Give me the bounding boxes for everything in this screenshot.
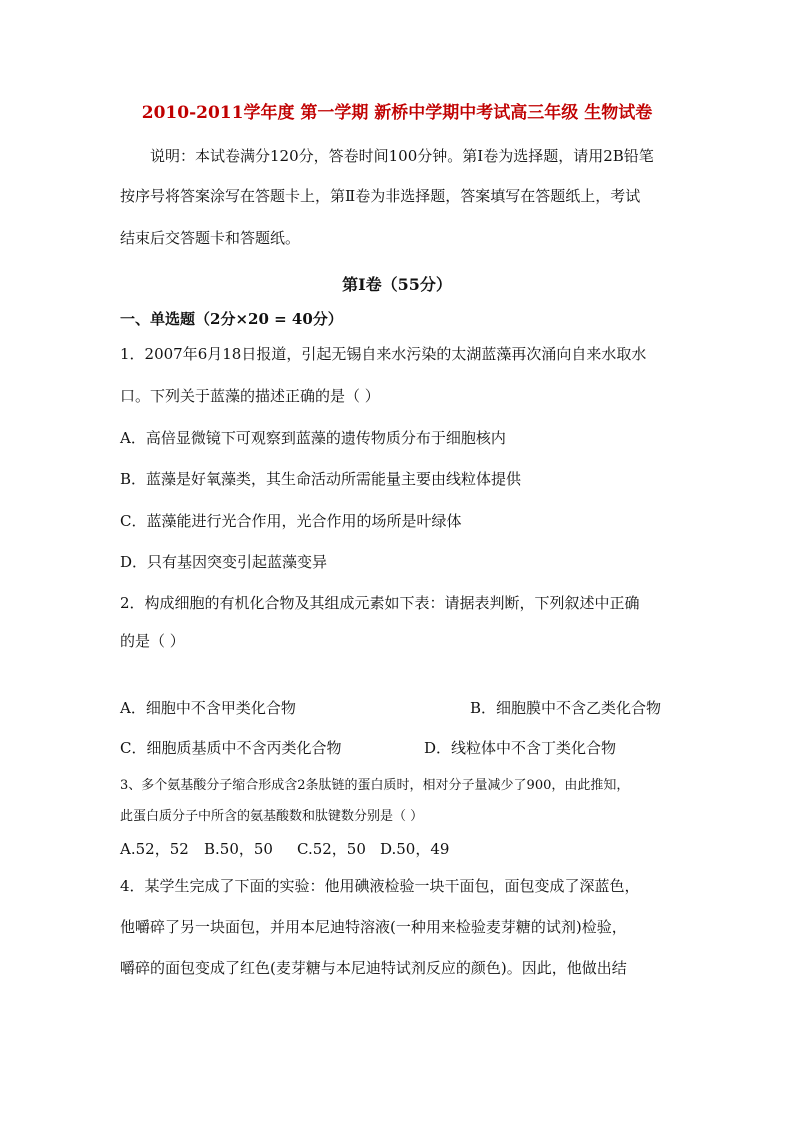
q1-option-c: C．蓝藻能进行光合作用，光合作用的场所是叶绿体 bbox=[120, 512, 462, 530]
section1-heading: 一、单选题（2分×20 = 40分） bbox=[120, 310, 343, 328]
q4-stem-line-1: 4．某学生完成了下面的实验：他用碘液检验一块干面包，面包变成了深蓝色， bbox=[120, 877, 640, 895]
q2-option-d: D．线粒体中不含丁类化合物 bbox=[424, 739, 617, 757]
q3-stem-line-2: 此蛋白质分子中所含的氨基酸数和肽键数分别是（ ） bbox=[120, 809, 424, 824]
q3-stem-line-1: 3、多个氨基酸分子缩合形成含2条肽链的蛋白质时，相对分子量减少了900，由此推知， bbox=[120, 778, 630, 793]
q2-stem-line-1: 2．构成细胞的有机化合物及其组成元素如下表：请据表判断，下列叙述中正确 bbox=[120, 594, 640, 612]
q4-stem-line-2: 他嚼碎了另一块面包，并用本尼迪特溶液(一种用来检验麦芽糖的试剂)检验， bbox=[120, 918, 627, 936]
q3-option-d: D.50，49 bbox=[380, 840, 450, 858]
q4-stem-line-3: 嚼碎的面包变成了红色(麦芽糖与本尼迪特试剂反应的颜色)。因此，他做出结 bbox=[120, 959, 627, 977]
q1-option-d: D．只有基因突变引起蓝藻变异 bbox=[120, 553, 328, 571]
q2-option-b: B．细胞膜中不含乙类化合物 bbox=[470, 699, 662, 717]
instruction-line-3: 结束后交答题卡和答题纸。 bbox=[120, 229, 301, 247]
q3-option-b: B.50，50 bbox=[204, 840, 273, 858]
q2-option-c: C．细胞质基质中不含丙类化合物 bbox=[120, 739, 342, 757]
exam-title: 2010-2011学年度 第一学期 新桥中学期中考试高三年级 生物试卷 bbox=[141, 103, 653, 123]
q1-option-a: A．高倍显微镜下可观察到蓝藻的遗传物质分布于细胞核内 bbox=[120, 429, 506, 447]
part1-title: 第Ⅰ卷（55分） bbox=[342, 275, 452, 294]
q2-stem-line-2: 的是（ ） bbox=[120, 632, 185, 650]
instruction-line-1: 说明：本试卷满分120分，答卷时间100分钟。第Ⅰ卷为选择题，请用2B铅笔 bbox=[150, 147, 654, 165]
q1-option-b: B．蓝藻是好氧藻类，其生命活动所需能量主要由线粒体提供 bbox=[120, 470, 522, 488]
q3-option-c: C.52，50 bbox=[297, 840, 366, 858]
q1-stem-line-2: 口。下列关于蓝藻的描述正确的是（ ） bbox=[120, 387, 380, 405]
q2-option-a: A．细胞中不含甲类化合物 bbox=[120, 699, 296, 717]
q1-stem-line-1: 1．2007年6月18日报道，引起无锡自来水污染的太湖蓝藻再次涌向自来水取水 bbox=[120, 345, 647, 363]
instruction-line-2: 按序号将答案涂写在答题卡上，第Ⅱ卷为非选择题，答案填写在答题纸上，考试 bbox=[120, 187, 641, 205]
q3-option-a: A.52，52 bbox=[120, 840, 189, 858]
